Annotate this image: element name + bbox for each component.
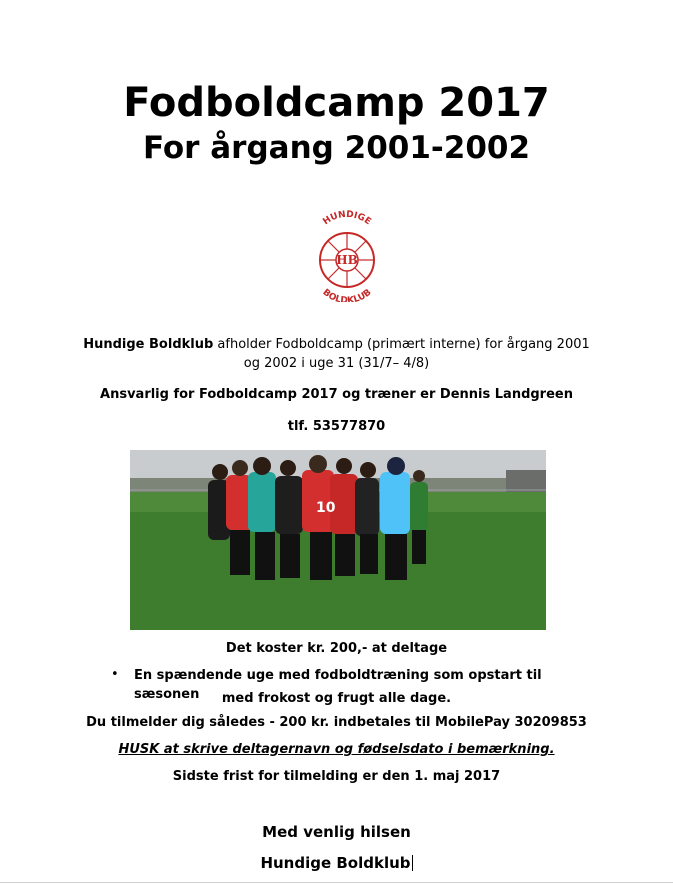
page-bottom-edge	[0, 882, 673, 883]
svg-text:HUNDIGE	[321, 210, 372, 227]
intro-line-2: og 2002 i uge 31 (31/7– 4/8)	[243, 356, 430, 371]
club-name: Hundige Boldklub	[83, 337, 214, 352]
price-line: Det koster kr. 200,- at deltage	[225, 641, 448, 656]
text-cursor	[412, 855, 413, 871]
bullet-line-1: En spændende uge med fodboldtræning som opstart til sæsonen	[134, 668, 542, 702]
bullet-line-2: med frokost og frugt alle dage.	[221, 691, 452, 706]
reminder-text: HUSK at skrive deltagernavn og fødselsdato i bemærkning.	[118, 742, 555, 757]
page-title: Fodboldcamp 2017	[123, 80, 550, 126]
bullet-marker: •	[111, 667, 119, 682]
deadline-line: Sidste frist for tilmelding er den 1. maj 2017	[172, 769, 501, 784]
svg-text:10: 10	[316, 500, 336, 516]
page-subtitle: For årgang 2001-2002	[142, 130, 531, 166]
reminder-line	[0, 740, 673, 759]
closing-signature-line	[0, 853, 673, 873]
logo-text-bottom: BOLDKLUB	[320, 287, 374, 302]
club-logo	[306, 210, 388, 302]
closing-greeting: Med venlig hilsen	[262, 823, 411, 841]
signup-line: Du tilmelder dig således - 200 kr. indbetales til MobilePay 30209853	[86, 715, 587, 730]
team-huddle-photo	[130, 450, 546, 630]
closing-signature: Hundige Boldklub	[260, 854, 411, 872]
logo-monogram: HB	[336, 253, 358, 267]
intro-line-1	[0, 335, 673, 354]
logo-text-top: HUNDIGE	[321, 210, 373, 228]
svg-text:BOLDKLUB	[320, 288, 373, 302]
intro-text: afholder Fodboldcamp (primært interne) for årgang 2001	[213, 337, 590, 352]
responsible-line: Ansvarlig for Fodboldcamp 2017 og træner er Dennis Landgreen	[100, 387, 573, 402]
phone-line: tlf. 53577870	[287, 419, 386, 434]
